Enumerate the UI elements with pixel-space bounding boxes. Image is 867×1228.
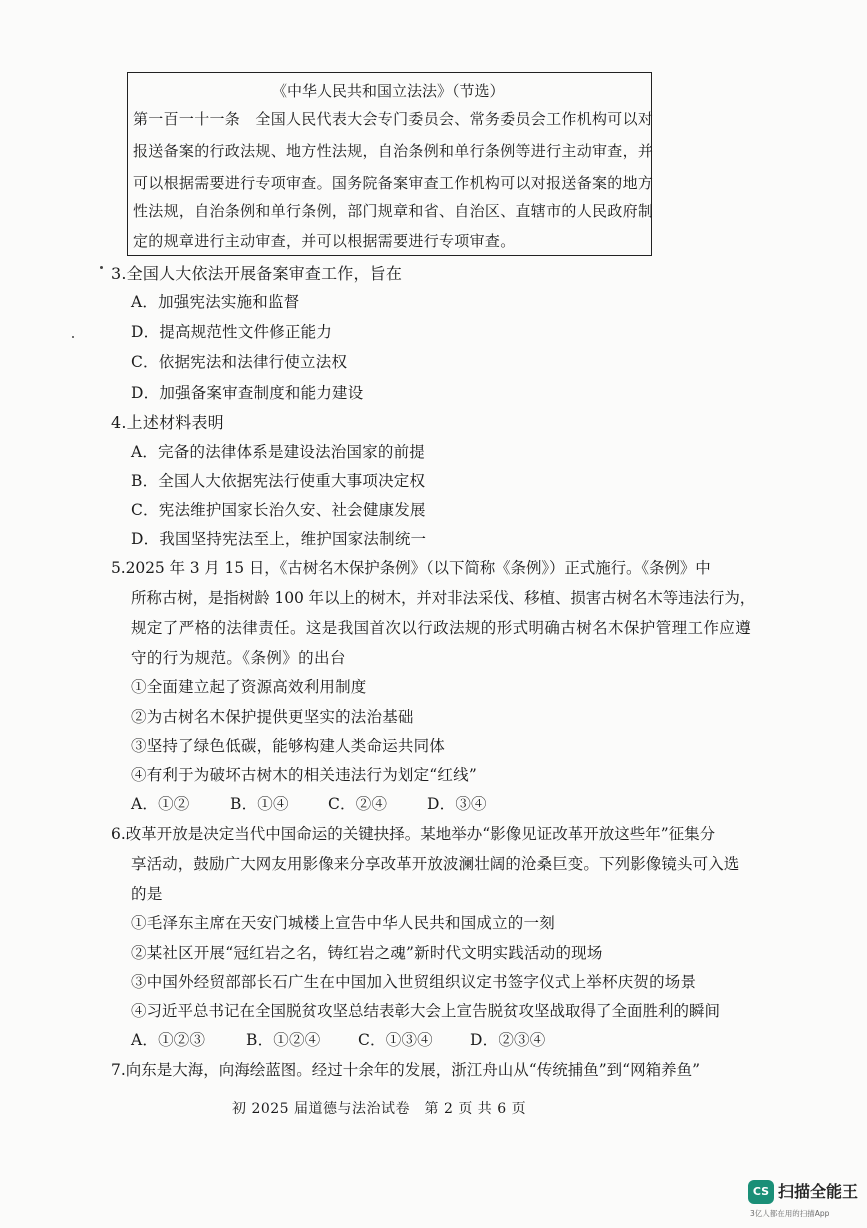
question-4-stem: 4.上述材料表明 [111, 413, 224, 432]
question-6-choice: A．①②③ [131, 1031, 206, 1049]
excerpt-line: 第一百一十一条 全国人民代表大会专门委员会、常务委员会工作机构可以对 [133, 110, 654, 128]
question-6-choice: D．②③④ [470, 1031, 546, 1049]
page-footer: 初 2025 届道德与法治试卷 第 2 页 共 6 页 [232, 1101, 527, 1117]
scanner-watermark [748, 1178, 858, 1220]
question-3-option: A．加强宪法实施和监督 [131, 293, 300, 311]
question-5-choice: D．③④ [427, 795, 487, 813]
question-6-statement: ②某社区开展“冠红岩之名，铸红岩之魂”新时代文明实践活动的现场 [131, 944, 603, 962]
excerpt-line: 性法规，自治条例和单行条例，部门规章和省、自治区、直辖市的人民政府制 [133, 202, 654, 220]
question-4-option: C．宪法维护国家长治久安、社会健康发展 [131, 501, 426, 519]
question-5-choice: C．②④ [328, 795, 388, 813]
question-6-choice: B．①②④ [246, 1031, 321, 1049]
scan-speck [100, 266, 103, 269]
question-5-statement: ②为古树名木保护提供更坚实的法治基础 [131, 708, 414, 726]
scan-speck [72, 336, 74, 338]
excerpt-line: 定的规章进行主动审查，并可以根据需要进行专项审查。 [133, 232, 516, 250]
cs-logo-icon: CS [748, 1180, 774, 1204]
question-3-option: D．加强备案审查制度和能力建设 [131, 384, 364, 402]
question-6-line: 享活动，鼓励广大网友用影像来分享改革开放波澜壮阔的沧桑巨变。下列影像镜头可入选 [131, 855, 740, 873]
question-5-statement: ③坚持了绿色低碳，能够构建人类命运共同体 [131, 737, 446, 755]
excerpt-line: 报送备案的行政法规、地方性法规，自治条例和单行条例等进行主动审查，并 [133, 142, 654, 160]
question-6-statement: ③中国外经贸部部长石广生在中国加入世贸组织议定书签字仪式上举杯庆贺的场景 [131, 973, 697, 991]
question-5-line: 5.2025 年 3 月 15 日，《古树名木保护条例》（以下简称《条例》）正式施行。《条例》中 [111, 559, 711, 577]
question-3-option: D．提高规范性文件修正能力 [131, 323, 333, 341]
question-6-line: 的是 [131, 885, 163, 903]
question-3-stem: 3.全国人大依法开展备案审查工作，旨在 [111, 264, 403, 283]
question-6-choice: C．①③④ [358, 1031, 433, 1049]
question-3-option: C．依据宪法和法律行使立法权 [131, 353, 348, 371]
excerpt-title: 《中华人民共和国立法法》（节选） [272, 82, 505, 100]
question-5-choice: B．①④ [230, 795, 289, 813]
question-6-line: 6.改革开放是决定当代中国命运的关键抉择。某地举办“影像见证改革开放这些年”征集分 [111, 825, 716, 843]
question-6-statement: ④习近平总书记在全国脱贫攻坚总结表彰大会上宣告脱贫攻坚战取得了全面胜利的瞬间 [131, 1002, 721, 1020]
question-4-option: A．完备的法律体系是建设法治国家的前提 [131, 443, 425, 461]
question-4-option: B．全国人大依据宪法行使重大事项决定权 [131, 472, 426, 490]
question-5-choice: A．①② [131, 795, 190, 813]
watermark-tagline: 3亿人都在用的扫描App [750, 1209, 830, 1218]
watermark-name: 扫描全能王 [778, 1182, 859, 1201]
question-5-statement: ④有利于为破坏古树木的相关违法行为划定“红线” [131, 766, 477, 784]
question-6-statement: ①毛泽东主席在天安门城楼上宣告中华人民共和国成立的一刻 [131, 914, 555, 932]
question-5-statement: ①全面建立起了资源高效利用制度 [131, 678, 367, 696]
question-5-line: 守的行为规范。《条例》的出台 [131, 649, 346, 667]
question-5-line: 规定了严格的法律责任。这是我国首次以行政法规的形式明确古树名木保护管理工作应遵 [131, 619, 752, 637]
question-7-line: 7.向东是大海，向海绘蓝图。经过十余年的发展，浙江舟山从“传统捕鱼”到“网箱养鱼” [111, 1061, 700, 1079]
question-4-option: D．我国坚持宪法至上，维护国家法制统一 [131, 530, 427, 548]
excerpt-line: 可以根据需要进行专项审查。国务院备案审查工作机构可以对报送备案的地方 [133, 174, 654, 192]
question-5-line: 所称古树，是指树龄 100 年以上的树木，并对非法采伐、移植、损害古树名木等违法行为， [131, 589, 756, 607]
